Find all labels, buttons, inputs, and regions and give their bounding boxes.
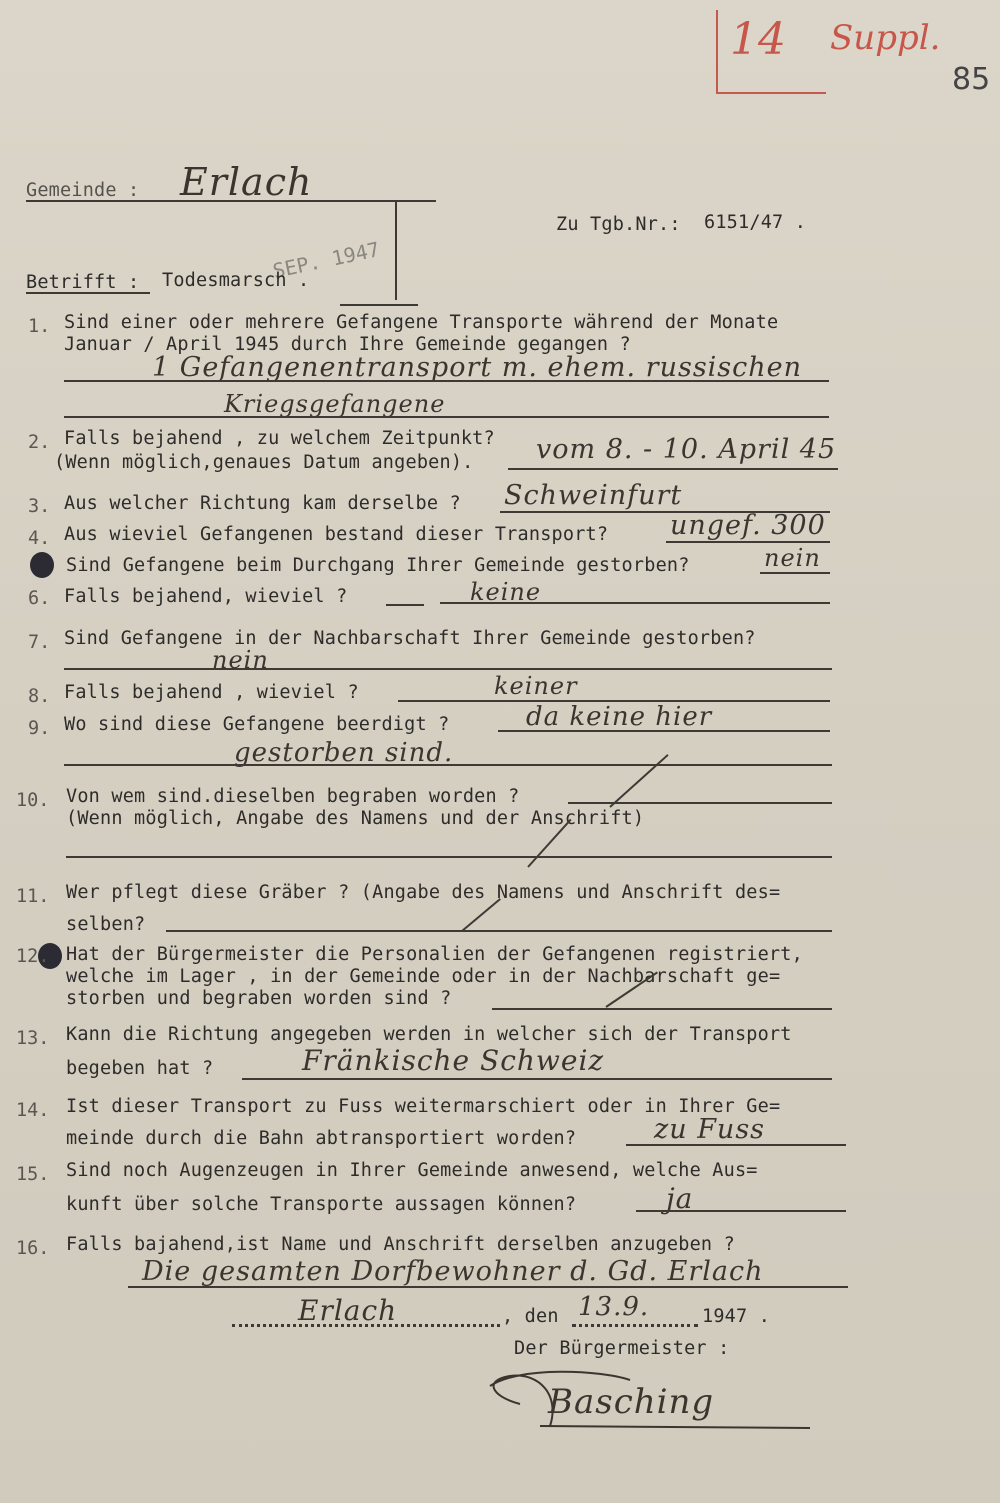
received-date-stamp: SEP. 1947 (270, 236, 382, 284)
punch-hole (30, 552, 54, 578)
question-text: Von wem sind.dieselben begraben worden ? (66, 786, 520, 807)
question-number: 13. (16, 1028, 50, 1049)
question-number: 6. (28, 588, 51, 609)
answer-handwritten: keine (470, 578, 542, 606)
gemeinde-label: Gemeinde : (26, 180, 140, 201)
answer-handwritten: Schweinfurt (504, 480, 683, 511)
answer-line (242, 1078, 832, 1080)
question-text: Falls bejahend, wieviel ? (64, 586, 348, 607)
question-number: 16. (16, 1238, 50, 1259)
question-text: Wer pflegt diese Gräber ? (Angabe des Namens und Anschrift des= (66, 882, 781, 903)
strike-mark (461, 898, 501, 932)
strike-mark (609, 754, 668, 808)
footer-year: 1947 . (702, 1306, 771, 1327)
footer-date: 13.9. (578, 1292, 650, 1322)
answer-handwritten: Die gesamten Dorfbewohner d. Gd. Erlach (142, 1256, 764, 1287)
margin-mark-line (340, 304, 418, 306)
question-text: meinde durch die Bahn abtransportiert worden? (66, 1128, 577, 1149)
answer-line (66, 856, 832, 858)
answer-handwritten: vom 8. - 10. April 45 (536, 434, 837, 465)
answer-line (64, 764, 832, 766)
answer-handwritten: Kriegsgefangene (224, 390, 446, 418)
answer-line (64, 668, 832, 670)
question-text: (Wenn möglich,genaues Datum angeben). (54, 452, 474, 473)
question-number: 14. (16, 1100, 50, 1121)
answer-line (386, 604, 424, 606)
question-number: 4. (28, 528, 51, 549)
question-text: Aus welcher Richtung kam derselbe ? (64, 493, 461, 514)
question-text: Kann die Richtung angegeben werden in welcher sich der Transport (66, 1024, 792, 1045)
question-text: Sind einer oder mehrere Gefangene Transporte während der Monate (64, 312, 779, 333)
question-number: 8. (28, 686, 51, 707)
answer-handwritten: da keine hier (526, 702, 713, 732)
question-text: storben und begraben worden sind ? (66, 988, 452, 1009)
betrifft-label: Betrifft : (26, 272, 140, 293)
answer-line (492, 1008, 832, 1010)
answer-handwritten: zu Fuss (654, 1114, 766, 1145)
archive-stamp-note: Suppl. (830, 18, 941, 58)
answer-line (128, 1286, 848, 1288)
archive-stamp-number: 14 (730, 14, 786, 65)
question-number: 9. (28, 718, 51, 739)
question-number: 15. (16, 1164, 50, 1185)
question-number: 3. (28, 496, 51, 517)
question-number: 7. (28, 632, 51, 653)
question-text: Sind Gefangene in der Nachbarschaft Ihrer Gemeinde gestorben? (64, 628, 756, 649)
answer-line (508, 468, 838, 470)
tgb-value: 6151/47 . (704, 212, 807, 233)
answer-line (166, 930, 832, 932)
answer-line (626, 1144, 846, 1146)
answer-line (760, 572, 830, 574)
gemeinde-value: Erlach (180, 160, 313, 204)
answer-line (636, 1210, 846, 1212)
question-text: kunft über solche Transporte aussagen können? (66, 1194, 577, 1215)
question-text: begeben hat ? (66, 1058, 214, 1079)
answer-line (64, 380, 829, 382)
answer-handwritten: keiner (494, 672, 578, 700)
betrifft-underline (26, 292, 150, 294)
answer-line (440, 602, 830, 604)
question-text: Hat der Bürgermeister die Personalien der Gefangenen registriert, (66, 944, 803, 965)
question-number: 10. (16, 790, 50, 811)
answer-handwritten: ungef. 300 (670, 510, 826, 541)
answer-line (498, 730, 830, 732)
gemeinde-underline (26, 200, 436, 202)
question-text: Sind noch Augenzeugen in Ihrer Gemeinde anwesend, welche Aus= (66, 1160, 758, 1181)
question-number: 11. (16, 886, 50, 907)
question-text: (Wenn möglich, Angabe des Namens und der Anschrift) (66, 808, 645, 829)
signer-label: Der Bürgermeister : (514, 1338, 730, 1359)
footer-den-label: , den (502, 1306, 559, 1327)
question-text: Falls bejahend , zu welchem Zeitpunkt? (64, 428, 495, 449)
question-number: 1. (28, 316, 51, 337)
question-number: 2. (28, 432, 51, 453)
question-text: Falls bejahend , wieviel ? (64, 682, 359, 703)
question-text: welche im Lager , in der Gemeinde oder in der Nachbarschaft ge= (66, 966, 781, 987)
question-text: Ist dieser Transport zu Fuss weitermarschiert oder in Ihrer Ge= (66, 1096, 781, 1117)
tgb-label: Zu Tgb.Nr.: (556, 214, 681, 235)
answer-line (64, 416, 829, 418)
margin-mark (395, 200, 397, 300)
question-number: 12. (16, 946, 50, 967)
answer-handwritten: gestorben sind. (234, 738, 454, 768)
question-text: Falls bajahend,ist Name und Anschrift derselben anzugeben ? (66, 1234, 735, 1255)
question-text: Aus wieviel Gefangenen bestand dieser Transport? (64, 524, 609, 545)
footer-place: Erlach (298, 1294, 398, 1327)
question-text: selben? (66, 914, 146, 935)
answer-line (666, 541, 830, 543)
answer-handwritten: 1 Gefangenentransport m. ehem. russischen (152, 352, 803, 383)
question-text: Wo sind diese Gefangene beerdigt ? (64, 714, 450, 735)
answer-handwritten: ja (666, 1182, 694, 1215)
date-dotted-line (572, 1324, 698, 1327)
signature: Basching (548, 1382, 715, 1422)
answer-line (568, 802, 832, 804)
betrifft-value: Todesmarsch . (162, 270, 310, 291)
answer-handwritten: nein (764, 544, 821, 572)
answer-handwritten: nein (212, 646, 269, 674)
question-text: Januar / April 1945 durch Ihre Gemeinde gegangen ? (64, 334, 631, 355)
question-text: Sind Gefangene beim Durchgang Ihrer Gemeinde gestorben? (66, 555, 690, 576)
page-number: 85 (952, 62, 991, 97)
answer-handwritten: Fränkische Schweiz (302, 1044, 605, 1077)
